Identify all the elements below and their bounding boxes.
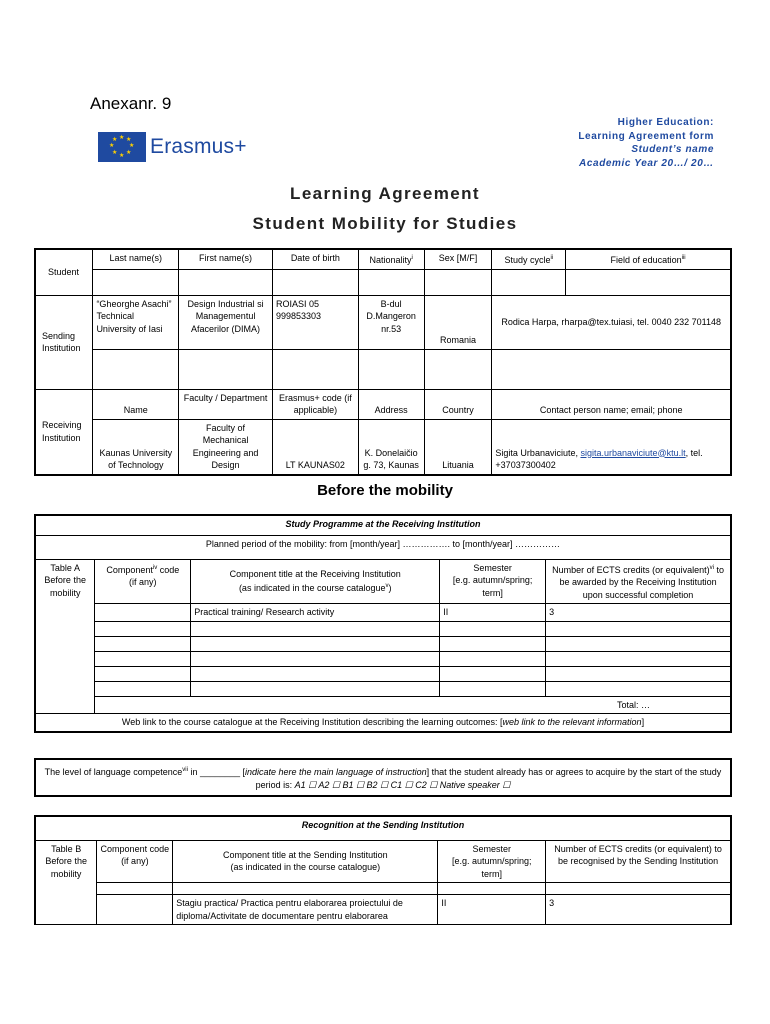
cell[interactable] bbox=[95, 681, 191, 696]
receiving-label: Receiving Institution bbox=[35, 389, 93, 475]
student-institution-table bbox=[34, 248, 732, 476]
ects-value: 3 bbox=[546, 604, 731, 622]
component-header: Component code (if any) bbox=[97, 840, 173, 883]
cell[interactable] bbox=[95, 604, 191, 622]
cell[interactable] bbox=[424, 269, 492, 295]
annex-label: Anexanr. 9 bbox=[90, 94, 172, 113]
sending-erasmus-code: ROIASI 05 999853303 bbox=[272, 295, 358, 349]
planned-period: Planned period of the mobility: from [month/year] ……………. to [month/year] …………… bbox=[35, 535, 731, 559]
header-line: Higher Education: bbox=[617, 117, 714, 128]
header-line: Learning Agreement form bbox=[578, 130, 714, 142]
title-header: Component title at the Sending Institution (as indicated in the course catalogue) bbox=[173, 840, 438, 883]
student-label: Student bbox=[35, 249, 93, 295]
col-header: Study cycle$^{ii}$ bbox=[492, 249, 566, 269]
header-line: Student’s name bbox=[631, 144, 714, 155]
sending-address: B-dul D.Mangeron nr.53 bbox=[358, 295, 424, 349]
sending-faculty: Design Industrial si Managementul Afacerilor (DIMA) bbox=[179, 295, 273, 349]
ects-header: Number of ECTS credits (or equivalent) to be recognised by the Sending Institution bbox=[546, 840, 731, 883]
col-header: Date of birth bbox=[272, 249, 358, 269]
cell[interactable] bbox=[93, 349, 179, 389]
cell[interactable] bbox=[358, 349, 424, 389]
cell[interactable] bbox=[440, 666, 546, 681]
sending-country: Romania bbox=[424, 295, 492, 349]
title-header: Component title at the Receiving Institution (as indicated in the course catalogue$^v$) bbox=[191, 559, 440, 604]
cell[interactable] bbox=[191, 651, 440, 666]
semester-header: Semester [e.g. autumn/spring; term] bbox=[438, 840, 546, 883]
receiving-erasmus-code: LT KAUNAS02 bbox=[272, 419, 358, 475]
col-header: Erasmus+ code (if applicable) bbox=[272, 389, 358, 419]
cell[interactable] bbox=[440, 651, 546, 666]
cell[interactable] bbox=[440, 636, 546, 651]
cell[interactable] bbox=[566, 269, 731, 295]
col-header: Last name(s) bbox=[93, 249, 179, 269]
cell[interactable] bbox=[440, 681, 546, 696]
sending-name: “Gheorghe Asachi” Technical University of Iasi bbox=[93, 295, 179, 349]
table-b-side-label: Table B Before the mobility bbox=[35, 840, 97, 925]
semester-value: II bbox=[440, 604, 546, 622]
cell[interactable] bbox=[546, 621, 731, 636]
page-subtitle: Student Mobility for Studies bbox=[252, 214, 518, 233]
cell[interactable] bbox=[173, 883, 438, 895]
cell[interactable] bbox=[95, 621, 191, 636]
col-header: Name bbox=[93, 389, 179, 419]
col-header: Address bbox=[358, 389, 424, 419]
col-header: Sex [M/F] bbox=[424, 249, 492, 269]
receiving-name: Kaunas University of Technology bbox=[93, 419, 179, 475]
cell[interactable] bbox=[546, 681, 731, 696]
ects-header: Number of ECTS credits (or equivalent)$^{vi}$ to be awarded by the Receiving Institution upon successful completion bbox=[546, 559, 731, 604]
cell[interactable] bbox=[546, 636, 731, 651]
erasmus-logo bbox=[98, 132, 247, 162]
cell[interactable] bbox=[191, 666, 440, 681]
table-a-side-label: Table A Before the mobility bbox=[35, 559, 95, 714]
table-b bbox=[34, 815, 732, 925]
header-info bbox=[578, 116, 714, 170]
cell[interactable] bbox=[438, 883, 546, 895]
logo-text: Erasmus+ bbox=[150, 135, 247, 158]
ects-value: 3 bbox=[546, 895, 731, 925]
col-header: First name(s) bbox=[179, 249, 273, 269]
cell[interactable] bbox=[179, 349, 273, 389]
language-box bbox=[34, 758, 732, 797]
cell[interactable] bbox=[95, 651, 191, 666]
cell[interactable] bbox=[191, 681, 440, 696]
language-levels[interactable]: A1 ☐ A2 ☐ B1 ☐ B2 ☐ C1 ☐ C2 ☐ Native speaker ☐ bbox=[294, 779, 511, 790]
component-title: Stagiu practica/ Practica pentru elaborarea proiectului de diploma/Activitate de documentare pentru elaborarea bbox=[173, 895, 438, 925]
total: Total: … bbox=[95, 696, 731, 714]
cell[interactable] bbox=[440, 621, 546, 636]
col-header: Nationality$^i$ bbox=[358, 249, 424, 269]
cell[interactable] bbox=[97, 883, 173, 895]
weblink-row: Web link to the course catalogue at the Receiving Institution describing the learning outcomes: [web link to the relevant information] bbox=[35, 714, 731, 732]
component-header: Component$^{iv}$ code (if any) bbox=[95, 559, 191, 604]
col-header: Faculty / Department bbox=[179, 389, 273, 419]
table-b-title: Recognition at the Sending Institution bbox=[35, 816, 731, 840]
col-header: Contact person name; email; phone bbox=[492, 389, 731, 419]
cell[interactable] bbox=[97, 895, 173, 925]
section-heading: Before the mobility bbox=[317, 482, 453, 499]
cell[interactable] bbox=[93, 269, 179, 295]
cell[interactable] bbox=[191, 621, 440, 636]
cell[interactable] bbox=[424, 349, 492, 389]
receiving-faculty: Faculty of Mechanical Engineering and Design bbox=[179, 419, 273, 475]
col-header: Field of education$^{iii}$ bbox=[566, 249, 731, 269]
cell[interactable] bbox=[191, 636, 440, 651]
cell[interactable] bbox=[272, 349, 358, 389]
col-header: Country bbox=[424, 389, 492, 419]
eu-flag-icon: ★ ★ ★ ★ ★ ★ ★ ★ bbox=[98, 132, 146, 162]
cell[interactable] bbox=[492, 349, 731, 389]
semester-value: II bbox=[438, 895, 546, 925]
receiving-address: K. Donelaičio g. 73, Kaunas bbox=[358, 419, 424, 475]
header-line: Academic Year 20…/ 20… bbox=[579, 157, 714, 169]
language-text: The level of language competence$^{vii}$ in ________ [indicate here the main language of instruction] that the student already has or agrees to acquire by the start of the study period is: A1 ☐ A2 ☐ B1 ☐ B2 ☐ C1 ☐ C2 ☐ Native speaker ☐ bbox=[35, 759, 731, 796]
cell[interactable] bbox=[492, 269, 566, 295]
cell[interactable] bbox=[358, 269, 424, 295]
semester-header: Semester [e.g. autumn/spring; term] bbox=[440, 559, 546, 604]
cell[interactable] bbox=[546, 666, 731, 681]
cell[interactable] bbox=[95, 636, 191, 651]
table-a bbox=[34, 514, 732, 733]
contact-email-link[interactable]: sigita.urbanaviciute@ktu.lt bbox=[580, 447, 686, 458]
component-title: Practical training/ Research activity bbox=[191, 604, 440, 622]
sending-label: Sending Institution bbox=[35, 295, 93, 389]
sending-contact: Rodica Harpa, rharpa@tex.tuiasi, tel. 0040 232 701148 bbox=[492, 295, 731, 349]
cell[interactable] bbox=[546, 651, 731, 666]
receiving-country: Lituania bbox=[424, 419, 492, 475]
cell[interactable] bbox=[272, 269, 358, 295]
table-a-title: Study Programme at the Receiving Institution bbox=[35, 515, 731, 535]
cell[interactable] bbox=[546, 883, 731, 895]
page-title: Learning Agreement bbox=[290, 184, 480, 203]
receiving-contact: Sigita Urbanaviciute, sigita.urbanaviciute@ktu.lt, tel. +37037300402 bbox=[492, 419, 731, 475]
cell[interactable] bbox=[95, 666, 191, 681]
cell[interactable] bbox=[179, 269, 273, 295]
